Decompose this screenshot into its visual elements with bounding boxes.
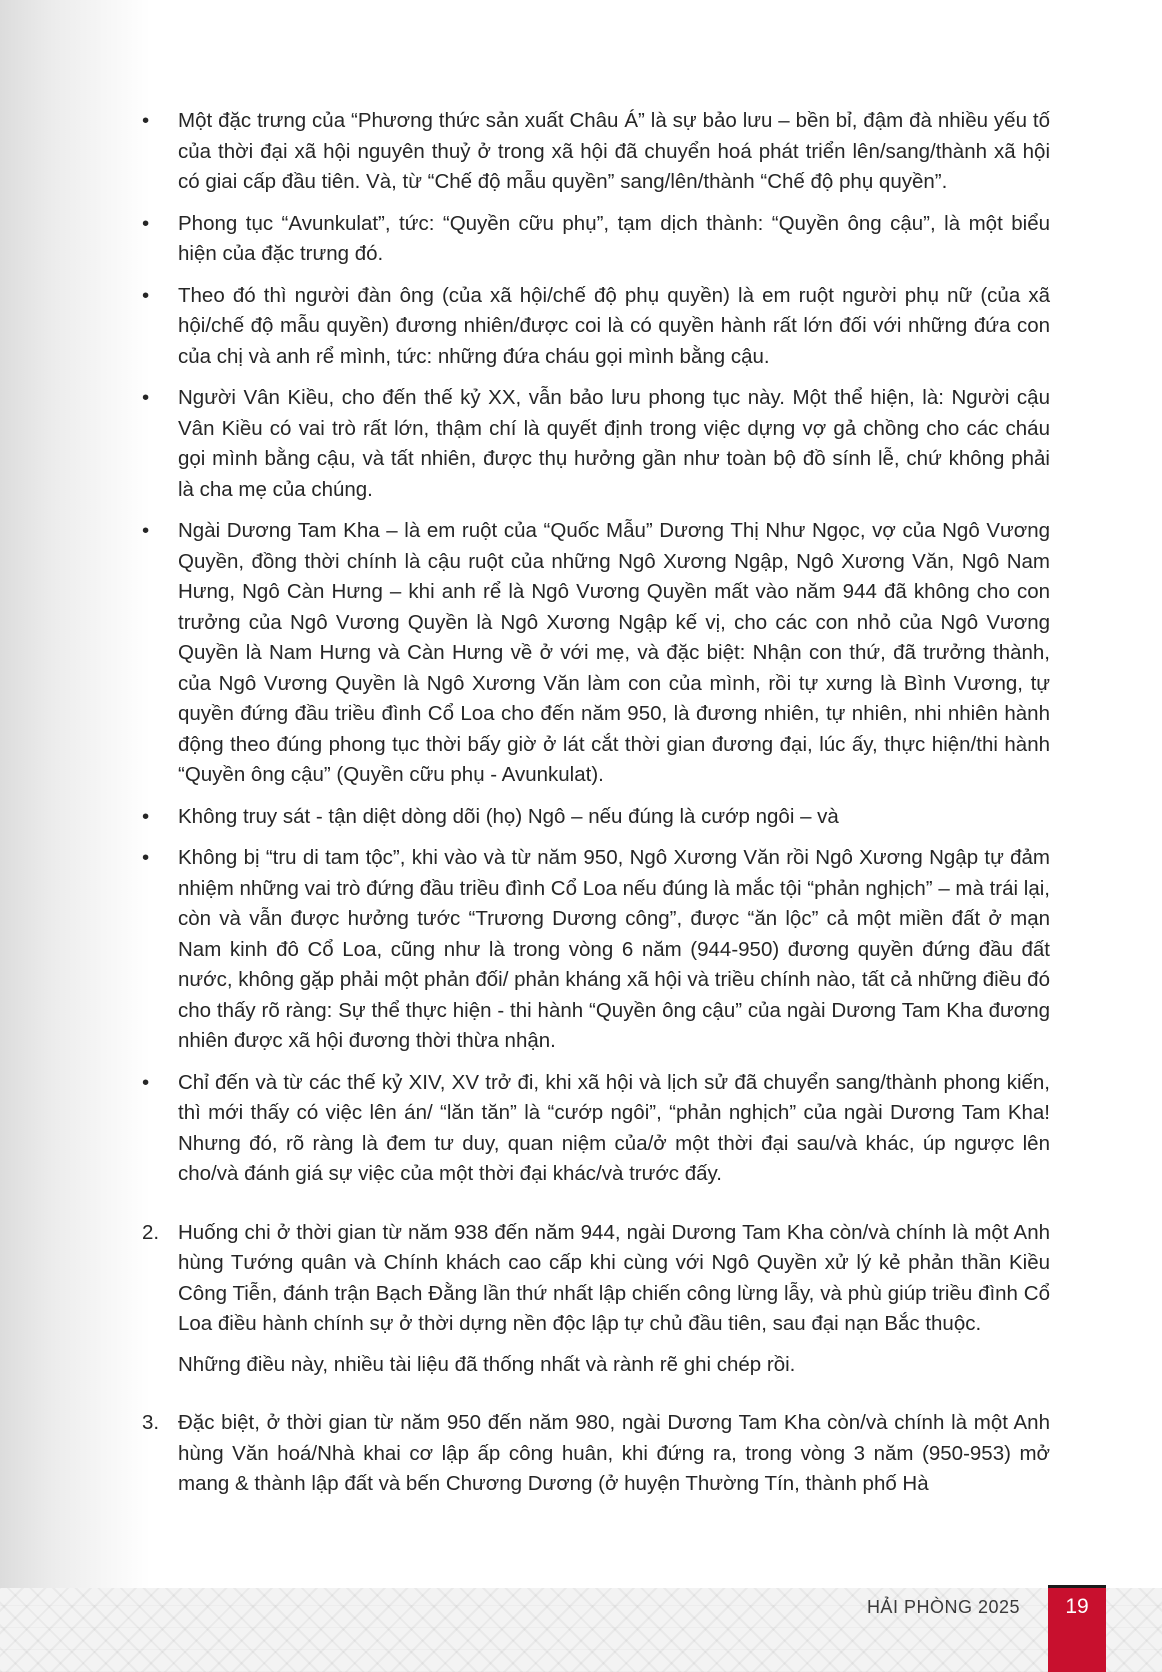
bullet-icon: •	[142, 283, 150, 307]
bullet-icon: •	[142, 519, 150, 542]
bullet-text: Theo đó thì người đàn ông (của xã hội/chế độ phụ quyền) là em ruột người phụ nữ (của xã hội/chế độ mẫu quyền) đương nhiên/được coi là có quyền hành rất lớn đối với những đứa con của chị và anh rể mình, tức: những đứa cháu gọi mình bằng cậu.	[178, 283, 1050, 368]
bullet-text: Không bị “tru di tam tộc”, khi vào và từ năm 950, Ngô Xương Văn rồi Ngô Xương Ngập tự đảm nhiệm những vai trò đứng đầu triều đình Cổ Loa nếu đúng là mắc tội “phản nghịch” – mà trái lại, còn và vẫn được hưởng tước “Trương Dương công”, được “ăn lộc” cả một miền đất ở mạn Nam kinh đô Cổ Loa, cũng như là trong vòng 6 năm (944-950) đương quyền đứng đầu đất nước, không gặp phải một phản đối/ phản kháng xã hội và triều chính nào, tất cả những điều đó cho thấy rõ ràng: Sự thể thực hiện - thi hành “Quyền ông cậu” của ngài Dương Tam Kha đương nhiên được xã hội đương thời thừa nhận.	[178, 846, 1050, 1052]
bullet-text: Phong tục “Avunkulat”, tức: “Quyền cữu phụ”, tạm dịch thành: “Quyền ông cậu”, là một biểu hiện của đặc trưng đó.	[178, 211, 1050, 265]
section-paragraph-followup: Những điều này, nhiều tài liệu đã thống nhất và rành rẽ ghi chép rồi.	[178, 1352, 796, 1376]
section-number: 3.	[142, 1411, 160, 1434]
bullet-text: Chỉ đến và từ các thế kỷ XIV, XV trở đi, khi xã hội và lịch sử đã chuyển sang/thành phong kiến, thì mới thấy có việc lên án/ “lăn tăn” là “cướp ngôi”, “phản nghịch” của ngài Dương Tam Kha! Nhưng đó, rõ ràng là đem tư duy, quan niệm của/ở một thời đại sau/và khác, úp ngược lên cho/và đánh giá sự việc của một thời đại khác/và trước đấy.	[178, 1070, 1050, 1185]
section-paragraph: Đặc biệt, ở thời gian từ năm 950 đến năm 980, ngài Dương Tam Kha còn/và chính là một Anh hùng Văn hoá/Nhà khai cơ lập ấp công huân, khi đứng ra, trong vòng 3 năm (950-953) mở mang & thành lập đất và bến Chương Dương (ở huyện Thường Tín, thành phố Hà	[178, 1411, 1050, 1495]
page-number: 19	[1065, 1595, 1089, 1618]
bullet-icon: •	[142, 1070, 150, 1094]
page-number-badge	[1048, 1585, 1106, 1672]
bullet-text: Ngài Dương Tam Kha – là em ruột của “Quốc Mẫu” Dương Thị Như Ngọc, vợ của Ngô Vương Quyền, đồng thời chính là cậu ruột của những Ngô Xương Ngập, Ngô Xương Văn, Ngô Nam Hưng, Ngô Càn Hưng – khi anh rể là Ngô Vương Quyền mất vào năm 944 đã không cho con trưởng của Ngô Vương Quyền là Ngô Xương Ngập kế vị, cho các con nhỏ của Ngô Vương Quyền là Nam Hưng và Càn Hưng về ở với mẹ, và đặc biệt: Nhận con thứ, đã trưởng thành, của Ngô Vương Quyền là Ngô Xương Văn làm con của mình, rồi tự xưng là Bình Vương, tự quyền đứng đầu triều đình Cổ Loa cho đến năm 950, là đương nhiên, tự nhiên, nhi nhiên hành động theo đúng phong tục thời bấy giờ ở lát cắt thời gian đương đại, lúc ấy, thực hiện/thi hành “Quyền ông cậu” (Quyền cữu phụ - Avunkulat).	[178, 519, 1050, 786]
list-item	[142, 281, 1050, 373]
page-edge-shade	[0, 0, 150, 1672]
bullet-icon: •	[142, 211, 150, 235]
bullet-icon: •	[142, 109, 150, 132]
section-number: 2.	[142, 1220, 160, 1244]
bullet-icon: •	[142, 846, 150, 869]
list-item	[142, 1068, 1050, 1190]
document-body	[142, 106, 1050, 1500]
bullet-list	[142, 106, 1050, 1190]
bullet-icon: •	[142, 386, 150, 409]
bullet-text: Một đặc trưng của “Phương thức sản xuất Châu Á” là sự bảo lưu – bền bỉ, đậm đà nhiều yếu tố của thời đại xã hội nguyên thuỷ ở trong xã hội đã chuyển hoá phát triển lên/sang/thành xã hội có giai cấp đầu tiên. Và, từ “Chế độ mẫu quyền” sang/lên/thành “Chế độ phụ quyền”.	[178, 109, 1050, 193]
list-item	[142, 106, 1050, 198]
numbered-section-3	[142, 1408, 1050, 1500]
footer-publication-title: HẢI PHÒNG 2025	[866, 1597, 1020, 1617]
bullet-text: Không truy sát - tận diệt dòng dõi (họ) Ngô – nếu đúng là cướp ngôi – và	[178, 804, 839, 828]
numbered-section-2	[142, 1218, 1050, 1381]
list-item	[142, 843, 1050, 1057]
list-item	[142, 802, 1050, 833]
section-paragraph: Huống chi ở thời gian từ năm 938 đến năm 944, ngài Dương Tam Kha còn/và chính là một Anh hùng Tướng quân và Chính khách cao cấp khi cùng với Ngô Quyền xử lý kẻ phản thần Kiều Công Tiễn, đánh trận Bạch Đằng lần thứ nhất lập chiến công lừng lẫy, và phù giúp triều đình Cổ Loa điều hành chính sự ở thời dựng nền độc lập tự chủ đầu tiên, sau đại nạn Bắc thuộc.	[178, 1220, 1050, 1335]
bullet-text: Người Vân Kiều, cho đến thế kỷ XX, vẫn bảo lưu phong tục này. Một thể hiện, là: Người cậu Vân Kiều có vai trò rất lớn, thậm chí là quyết định trong việc dựng vợ gả chồng cho các cháu gọi mình bằng cậu, và tất nhiên, được thụ hưởng gần như toàn bộ đồ sính lễ, chứ không phải là cha mẹ của chúng.	[178, 386, 1050, 501]
list-item	[142, 383, 1050, 505]
list-item	[142, 209, 1050, 270]
bullet-icon: •	[142, 804, 150, 828]
list-item	[142, 516, 1050, 791]
